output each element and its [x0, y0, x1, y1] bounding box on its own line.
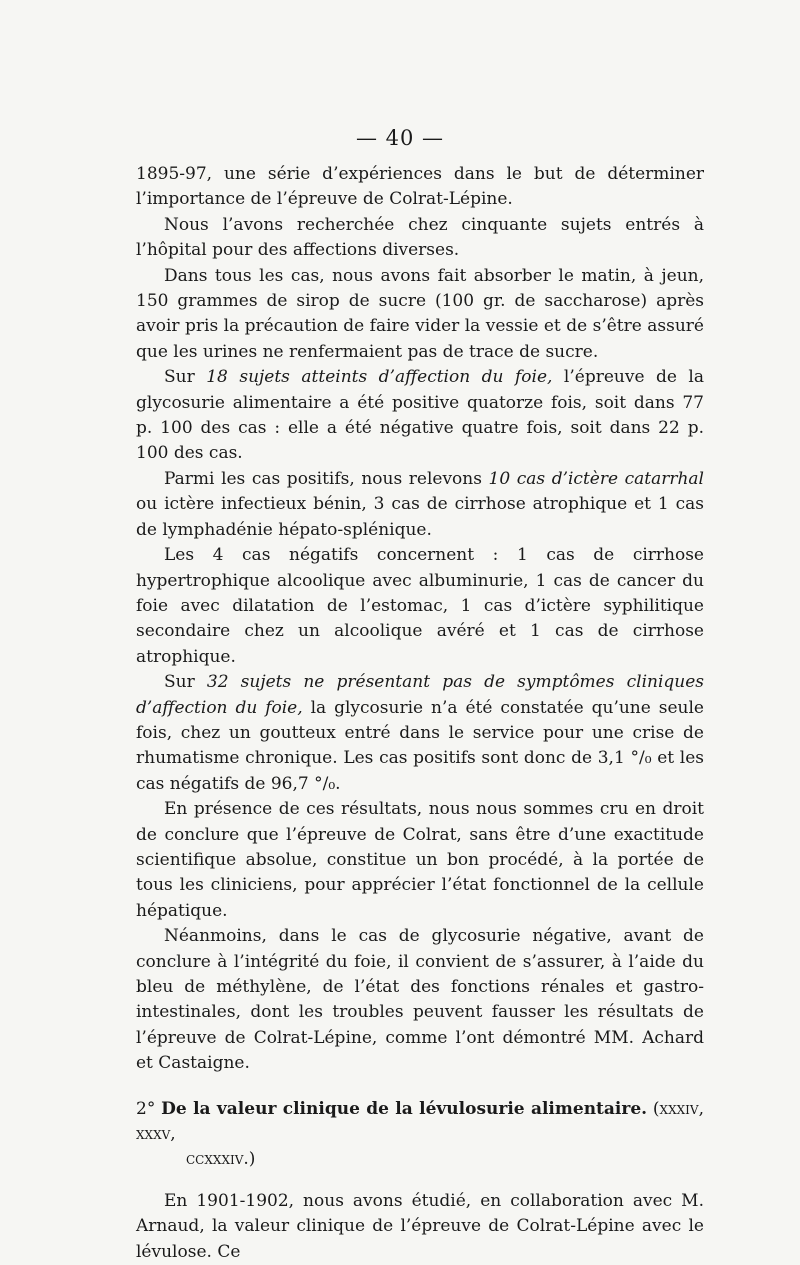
section-heading: De la valeur clinique de la lévulosurie alimentaire. — [161, 1098, 648, 1119]
section-refs-continued: ccxxxiv.) — [186, 1149, 256, 1170]
text-run: Parmi les cas positifs, nous relevons — [164, 468, 489, 489]
section-heading-block — [136, 1097, 704, 1173]
section-heading-line — [136, 1097, 704, 1148]
text-run: ou ictère infectieux bénin, 3 cas de cirrhose atrophique et 1 cas de lymphadénie hépato-splénique. — [136, 494, 704, 540]
page-number: — 40 — — [355, 126, 445, 150]
text-run: Sur — [164, 672, 207, 693]
paragraph — [136, 365, 704, 467]
paragraph: Néanmoins, dans le cas de glycosurie négative, avant de conclure à l’intégrité du foie, il convient de s’assurer, à l’aide du bleu de méthylène, de l’état des fonctions rénales et gastro-intestinales, dont les troubles peuvent fausser les résultats de l’épreuve de Colrat-Lépine, comme l’ont démontré MM. Achard et Castaigne. — [136, 926, 704, 1074]
paragraph: Nous l’avons recherchée chez cinquante sujets entrés à l’hôpital pour des affections diverses. — [136, 214, 704, 261]
emphasis: 32 sujets ne présentant pas de symptômes cliniques d’affection du foie, — [136, 672, 705, 718]
paragraph: En présence de ces résultats, nous nous sommes cru en droit de conclure que l’épreuve de Colrat, sans être d’une exactitude scientifique absolue, constitue un bon procédé, à la portée de tous les cliniciens, pour apprécier l’état fonctionnel de la cellule hépatique. — [136, 799, 704, 921]
paragraph: Les 4 cas négatifs concernent : 1 cas de cirrhose hypertrophique alcoolique avec albuminurie, 1 cas de cancer du foie avec dilatation de l’estomac, 1 cas d’ictère syphilitique secondaire chez un alcoolique avéré et 1 cas de cirrhose atrophique. — [136, 545, 704, 667]
emphasis: 18 sujets atteints d’affection du foie, — [206, 367, 553, 388]
paragraph: 1895-97, une série d’expériences dans le but de déterminer l’importance de l’épreuve de Colrat-Lépine. — [136, 164, 704, 210]
emphasis: 10 cas d’ictère catarrhal — [488, 468, 704, 489]
text-run: l’épreuve de la glycosurie alimentaire a été positive quatorze fois, soit dans 77 p. 100 des cas : elle a été négative quatre fois, soit dans 22 p. 100 des cas. — [136, 367, 705, 464]
paragraph — [136, 467, 704, 543]
paragraph: En 1901-1902, nous avons étudié, en collaboration avec M. Arnaud, la valeur clinique de l’épreuve de Colrat-Lépine avec le lévulose. Ce — [136, 1190, 704, 1262]
text-run: la glycosurie n’a été constatée qu’une seule fois, chez un goutteux entré dans le service pour une crise de rhumatisme chronique. Les cas positifs sont donc de 3,1 °/₀ et les cas négatifs de 96,7 °/₀. — [136, 697, 704, 794]
section-refs: (xxxiv, xxxv, — [136, 1098, 704, 1145]
text-run: Sur — [164, 367, 207, 388]
section-number: 2° — [136, 1098, 156, 1119]
paragraph — [136, 670, 704, 797]
paragraph: Dans tous les cas, nous avons fait absorber le matin, à jeun, 150 grammes de sirop de sucre (100 gr. de saccharose) après avoir pris la précaution de faire vider la vessie et de s’être assuré que les urines ne renfermaient pas de trace de sucre. — [136, 265, 704, 362]
body-text — [136, 162, 704, 1265]
